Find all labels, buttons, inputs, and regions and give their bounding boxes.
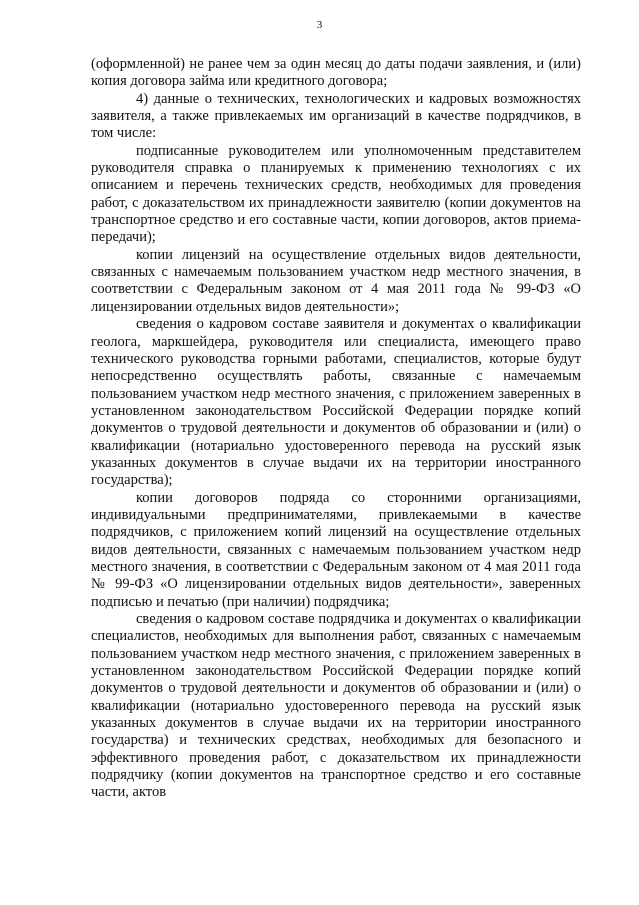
paragraph-contractor-staff: сведения о кадровом составе подрядчика и документах о квалификации специалистов, необходимых для выполнения работ, связанных с намечаемым пользованием участком недр местного значения, с приложением заверенных в установленном законодательством Российской Федерации порядке копий документов о трудовой деятельности и документов об образовании и (или) о квалификации (нотариально удостоверенного перевода на русский язык указанных документов в случае выдачи их на территории иностранного государства) и технических средствах, необходимых для безопасного и эффективного проведения работ, с доказательством их принадлежности подрядчику (копии документов на транспортное средство и его составные части, актов <box>91 611 581 801</box>
document-body <box>91 56 581 802</box>
page-number: 3 <box>316 19 323 31</box>
paragraph-applicant-staff: сведения о кадровом составе заявителя и документах о квалификации геолога, маркшейдера, руководителя или специалиста, имеющего право технического руководства горными работами, специалистов, которые будут непосредственно осуществлять работы, связанные с намечаемым пользованием участком недр местного значения, с приложением заверенных в установленном законодательством Российской Федерации порядке копий документов о трудовой деятельности и документов об образовании и (или) о квалификации (нотариально удостоверенного перевода на русский язык указанных документов в случае выдачи их на территории иностранного государства); <box>91 316 581 489</box>
paragraph-continuation: (оформленной) не ранее чем за один месяц до даты подачи заявления, и (или) копия договора займа или кредитного договора; <box>91 56 581 90</box>
paragraph-licenses: копии лицензий на осуществление отдельных видов деятельности, связанных с намечаемым пользованием участком недр местного значения, в соответствии с Федеральным законом от 4 мая 2011 года № 99-ФЗ «О лицензировании отдельных видов деятельности»; <box>91 246 581 315</box>
paragraph-contracts: копии договоров подряда со сторонними организациями, индивидуальными предпринимателями, привлекаемыми в качестве подрядчиков, с приложением копий лицензий на осуществление отдельных видов деятельности, связанных с намечаемым пользованием участком недр местного значения, в соответствии с Федеральным законом от 4 мая 2011 года № 99-ФЗ «О лицензировании отдельных видов деятельности», заверенных подписью и печатью (при наличии) подрядчика; <box>91 489 581 610</box>
paragraph-technology-certificate: подписанные руководителем или уполномоченным представителем руководителя справка о планируемых к применению технологиях с их описанием и перечень технических средств, необходимых для проведения работ, с доказательством их принадлежности заявителю (копии документов на транспортное средство и его составные части, копии договоров, актов приема-передачи); <box>91 142 581 246</box>
paragraph-item-4: 4) данные о технических, технологических и кадровых возможностях заявителя, а также привлекаемых им организаций в качестве подрядчиков, в том числе: <box>91 90 581 142</box>
